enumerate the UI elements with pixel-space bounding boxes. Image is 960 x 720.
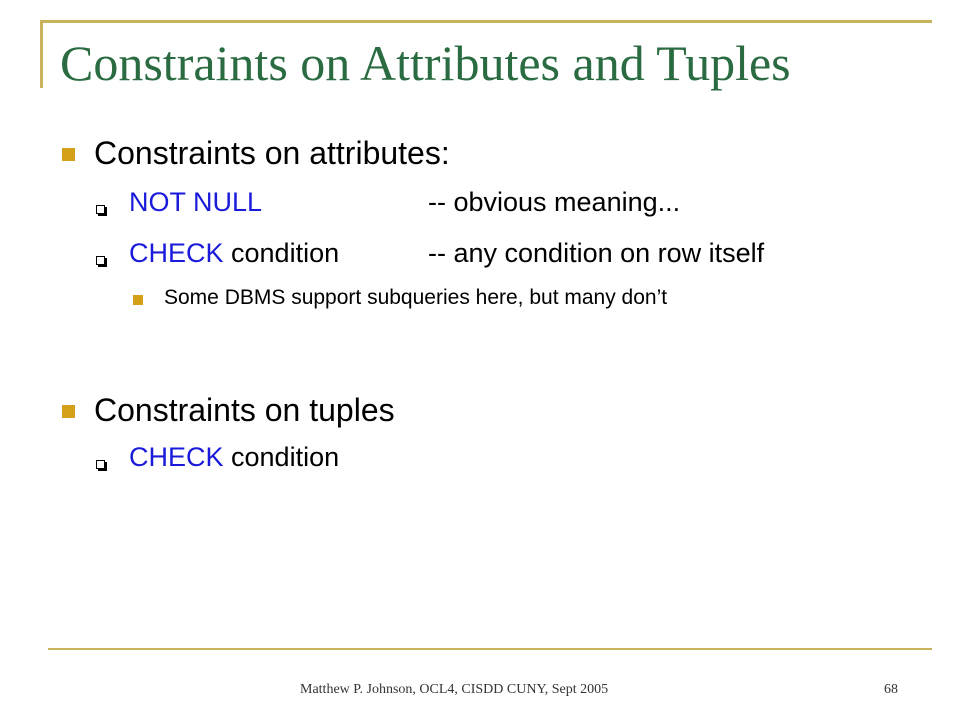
footer-author: Matthew P. Johnson, OCL4, CISDD CUNY, Sept 2005 [300, 682, 609, 697]
left-rule [40, 20, 43, 88]
hollow-square-bullet-icon [96, 256, 105, 265]
square-bullet-icon [62, 148, 75, 161]
keyword-check: CHECK [129, 442, 224, 472]
item-check-tuple-rest: condition [223, 442, 340, 472]
item-not-null [129, 187, 262, 218]
subnote: Some DBMS support subqueries here, but many don’t [164, 286, 668, 309]
item-check-attr-comment: -- any condition on row itself [428, 238, 765, 268]
hollow-square-bullet-icon [96, 460, 105, 469]
section2-heading: Constraints on tuples [94, 392, 395, 428]
keyword-not-null: NOT NULL [129, 187, 263, 217]
hollow-square-bullet-icon [96, 205, 105, 214]
square-bullet-icon [62, 405, 75, 418]
item-check-tuple [129, 442, 339, 473]
slide-title: Constraints on Attributes and Tuples [60, 35, 791, 91]
item-check-attr-rest: condition [223, 238, 340, 268]
keyword-check: CHECK [129, 238, 224, 268]
page-number: 68 [884, 682, 898, 697]
top-rule [40, 20, 932, 23]
bottom-rule [48, 648, 932, 650]
item-check-attr [129, 238, 339, 269]
square-bullet-icon [133, 295, 143, 305]
section1-heading: Constraints on attributes: [94, 135, 450, 171]
item-not-null-comment: -- obvious meaning... [428, 187, 681, 217]
